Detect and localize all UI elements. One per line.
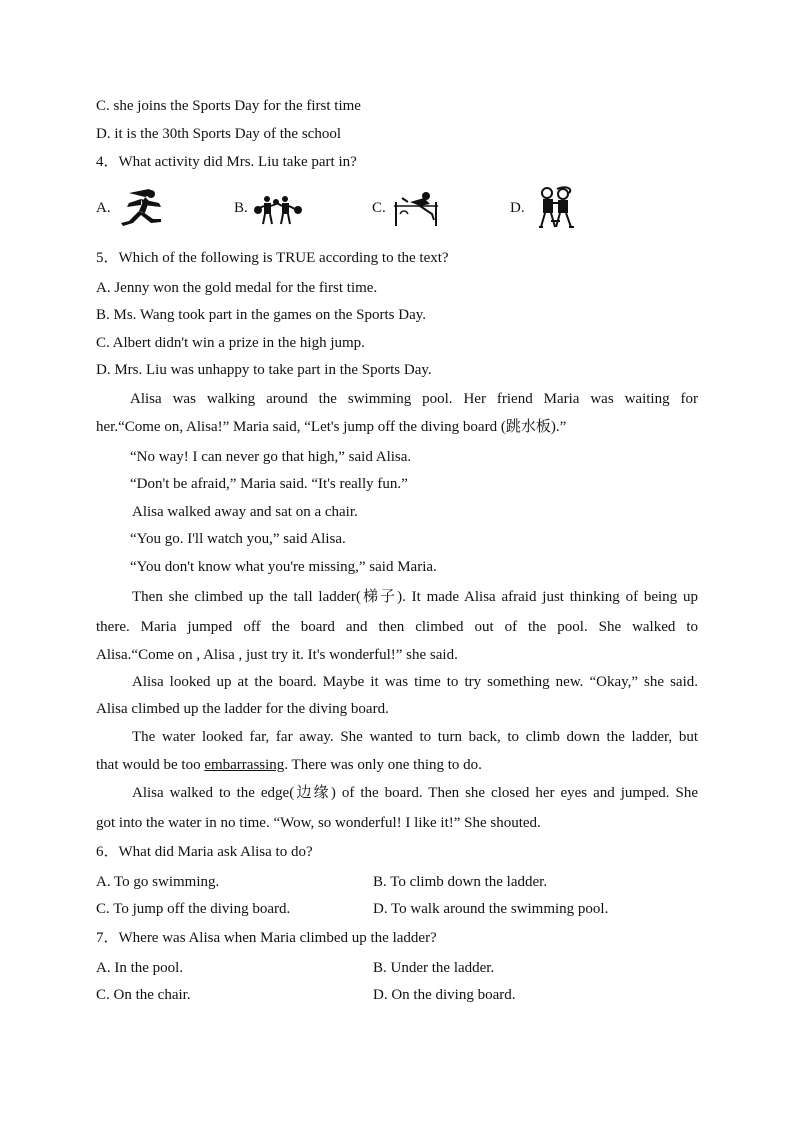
passage-p7-line2: there. Maria jumped off the board and then climbed out of the pool. She walked to bbox=[96, 619, 698, 635]
q6-option-c: C. To jump off the diving board. bbox=[96, 901, 291, 917]
high-jump-icon bbox=[390, 188, 444, 228]
passage-p9-line2-post: . There was only one thing to do. bbox=[284, 757, 482, 773]
passage-p9-line1: The water looked far, far away. She wanted to turn back, to climb down the ladder, but bbox=[132, 729, 698, 745]
three-legged-race-icon bbox=[529, 185, 583, 231]
passage-p2: “No way! I can never go that high,” said Alisa. bbox=[130, 449, 412, 465]
q5-option-a: A. Jenny won the gold medal for the first time. bbox=[96, 280, 378, 296]
passage-p7-line1: Then she climbed up the tall ladder(梯子). It made Alisa afraid just thinking of being up bbox=[132, 589, 698, 605]
passage-p4: Alisa walked away and sat on a chair. bbox=[132, 504, 358, 520]
passage-p8-line1: Alisa looked up at the board. Maybe it was time to try something new. “Okay,” she said. bbox=[132, 674, 698, 690]
q7-option-d: D. On the diving board. bbox=[373, 987, 516, 1003]
passage-p1-line2: her.“Come on, Alisa!” Maria said, “Let's jump off the diving board (跳水板).” bbox=[96, 419, 567, 435]
q7-option-a: A. In the pool. bbox=[96, 960, 184, 976]
running-person-icon bbox=[115, 185, 169, 231]
q7-option-c: C. On the chair. bbox=[96, 987, 191, 1003]
q6-option-b: B. To climb down the ladder. bbox=[373, 874, 548, 890]
q4-option-a-label: A. bbox=[96, 199, 111, 216]
passage-p9-line2-pre: that would be too bbox=[96, 757, 205, 773]
passage-p10-line1: Alisa walked to the edge(边缘) of the board. Then she closed her eyes and jumped. She bbox=[132, 785, 698, 801]
q4-picture-options bbox=[96, 184, 616, 232]
q6-option-a: A. To go swimming. bbox=[96, 874, 220, 890]
q3-option-d: D. it is the 30th Sports Day of the school bbox=[96, 126, 341, 142]
passage-p8-line2: Alisa climbed up the ladder for the diving board. bbox=[96, 701, 389, 717]
cheerleaders-icon bbox=[252, 188, 306, 228]
q4-question: 4．What activity did Mrs. Liu take part in? bbox=[96, 154, 357, 170]
q7-option-b: B. Under the ladder. bbox=[373, 960, 495, 976]
q3-option-c: C. she joins the Sports Day for the first time bbox=[96, 98, 361, 114]
q6-option-d: D. To walk around the swimming pool. bbox=[373, 901, 609, 917]
q4-option-d bbox=[510, 184, 583, 232]
q4-option-c-label: C. bbox=[372, 199, 386, 216]
passage-p1-line1: Alisa was walking around the swimming pool. Her friend Maria was waiting for bbox=[130, 391, 698, 407]
underlined-word-embarrassing: embarrassing bbox=[204, 757, 285, 773]
passage-p10-line2: got into the water in no time. “Wow, so wonderful! I like it!” She shouted. bbox=[96, 815, 541, 831]
q4-option-a bbox=[96, 184, 169, 232]
passage-p6: “You don't know what you're missing,” said Maria. bbox=[130, 559, 437, 575]
q4-option-d-label: D. bbox=[510, 199, 525, 216]
q5-question: 5．Which of the following is TRUE according to the text? bbox=[96, 250, 449, 266]
passage-p5: “You go. I'll watch you,” said Alisa. bbox=[130, 531, 346, 547]
passage-p7-line3: Alisa.“Come on , Alisa , just try it. It's wonderful!” she said. bbox=[96, 647, 458, 663]
q5-option-d: D. Mrs. Liu was unhappy to take part in the Sports Day. bbox=[96, 362, 432, 378]
passage-p9-line2 bbox=[96, 755, 482, 775]
q4-option-b-label: B. bbox=[234, 199, 248, 216]
q6-question: 6．What did Maria ask Alisa to do? bbox=[96, 844, 313, 860]
passage-p3: “Don't be afraid,” Maria said. “It's really fun.” bbox=[130, 476, 408, 492]
q4-option-c bbox=[372, 184, 444, 232]
q4-option-b bbox=[234, 184, 306, 232]
q5-option-c: C. Albert didn't win a prize in the high jump. bbox=[96, 335, 365, 351]
q7-question: 7．Where was Alisa when Maria climbed up the ladder? bbox=[96, 930, 437, 946]
q5-option-b: B. Ms. Wang took part in the games on the Sports Day. bbox=[96, 307, 427, 323]
